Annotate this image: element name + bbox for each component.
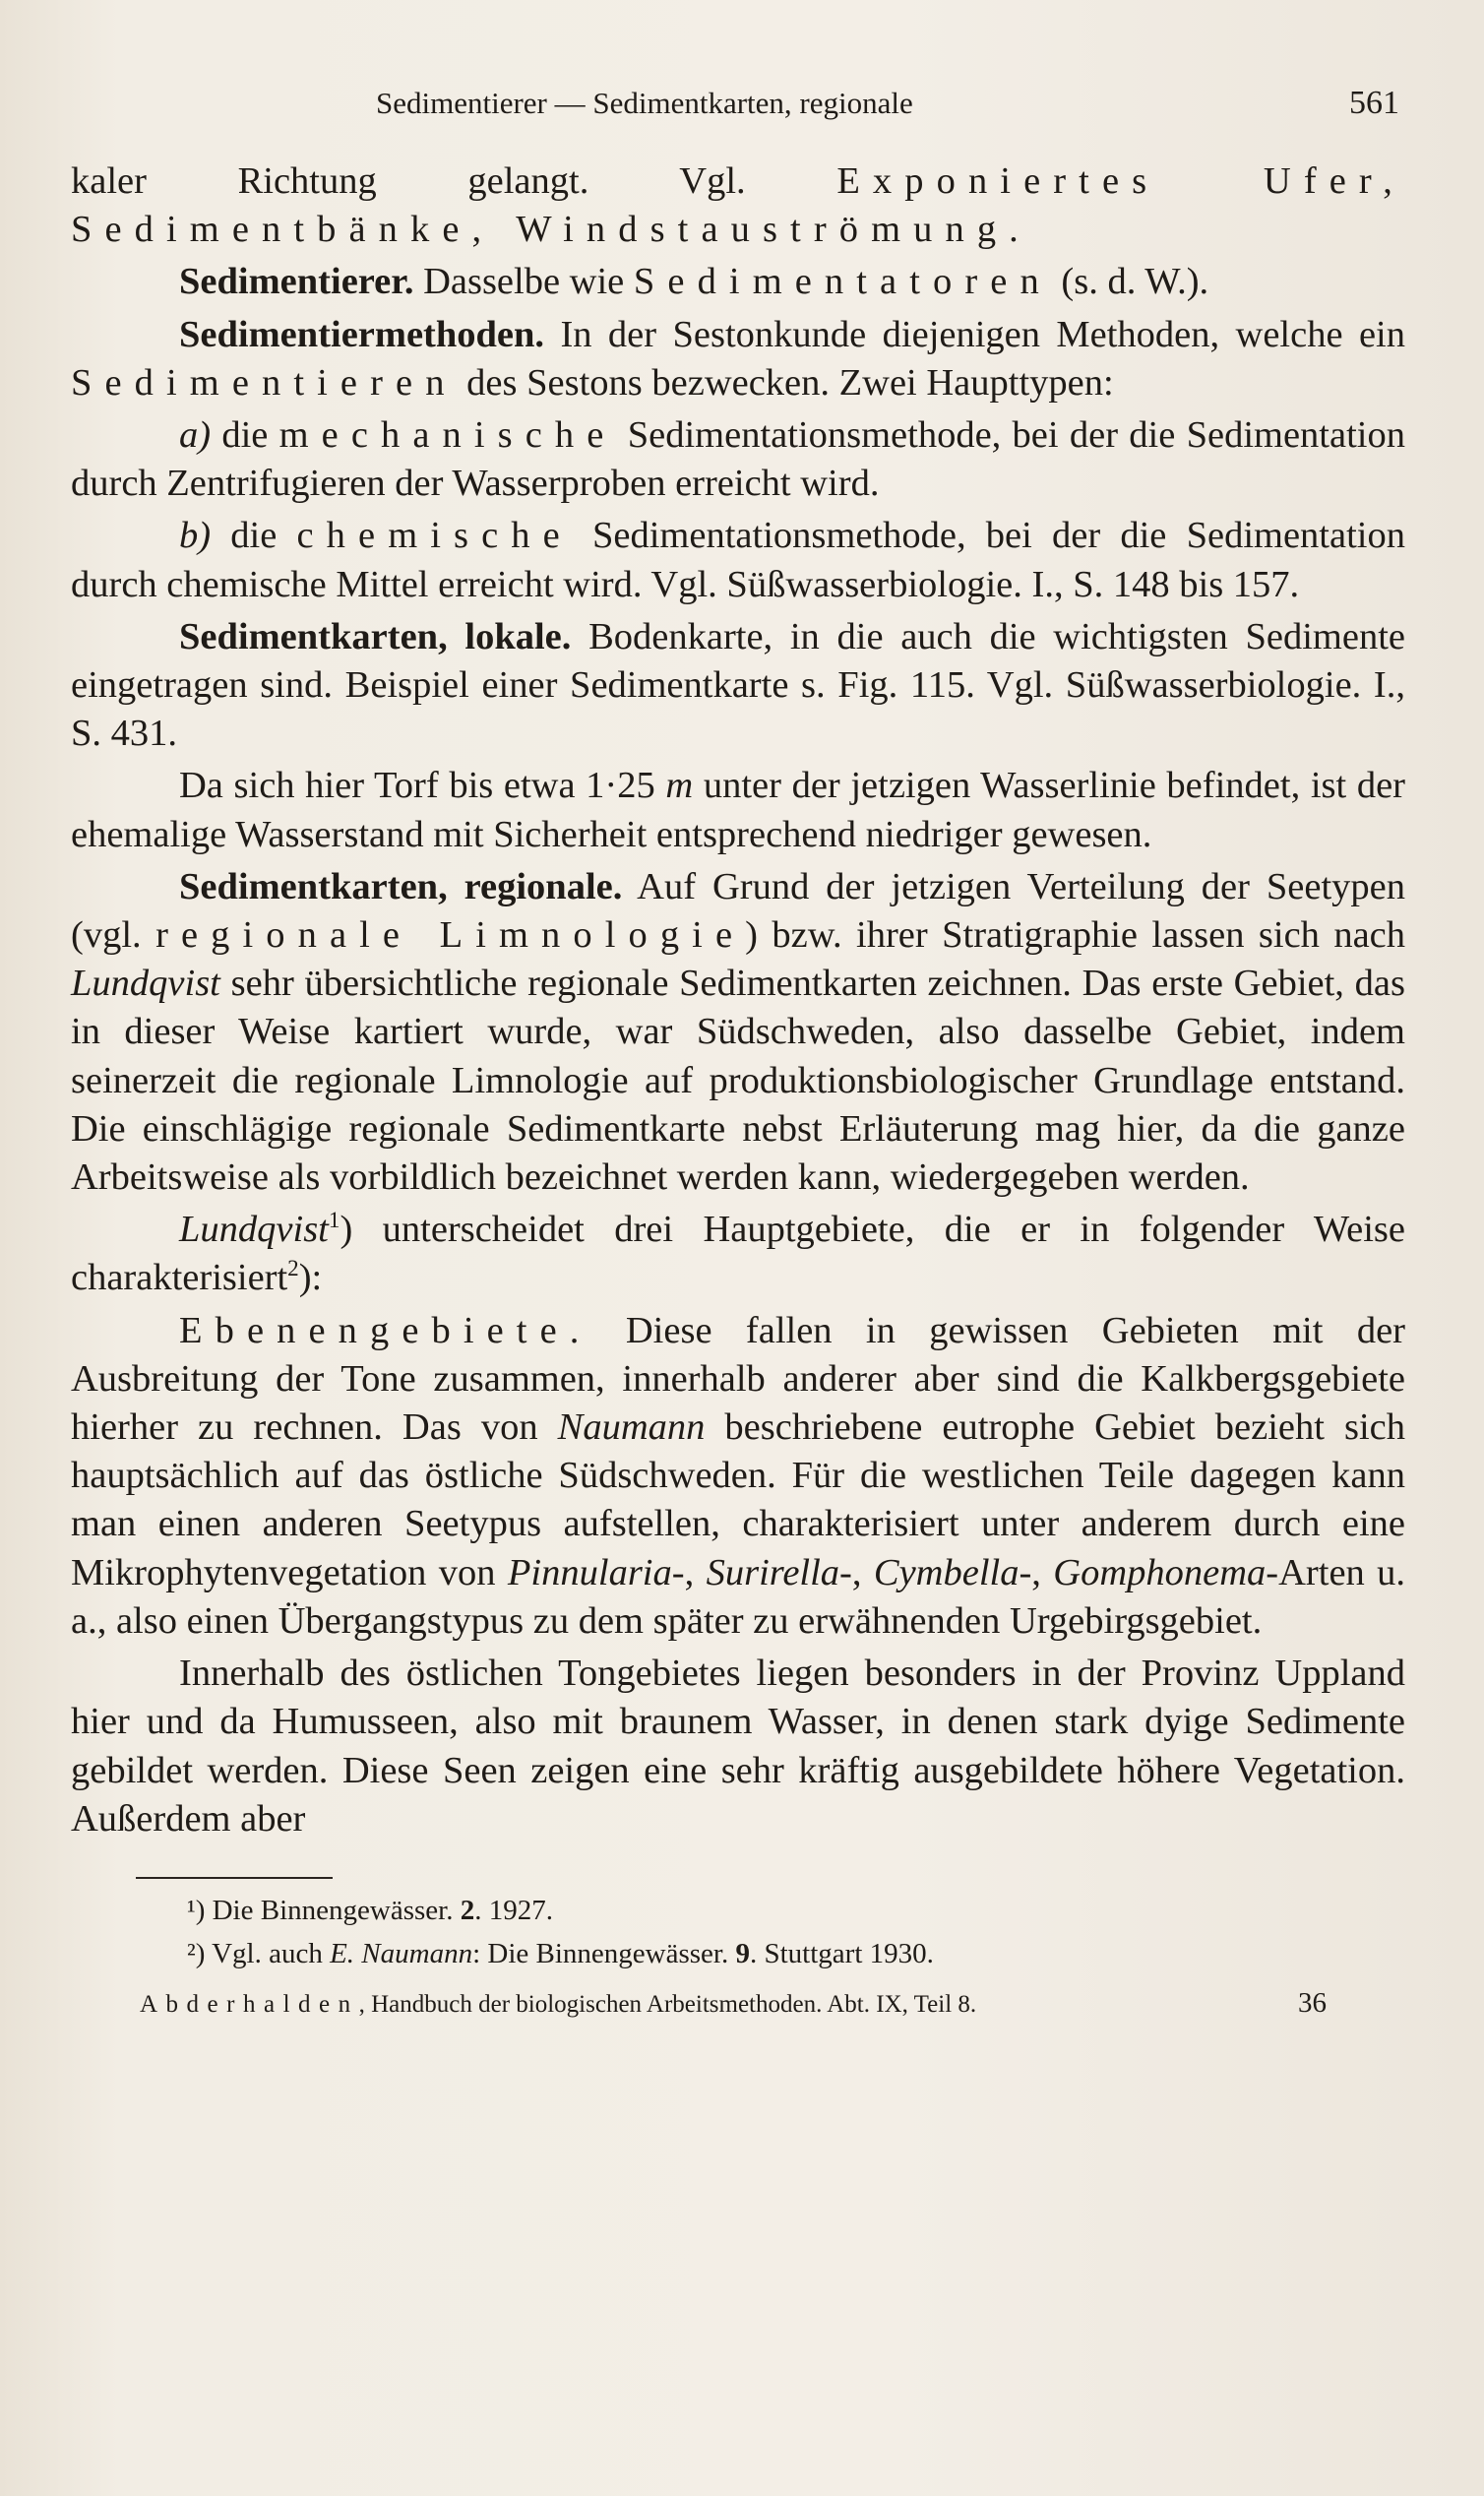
separator: ,	[851, 1551, 874, 1593]
list-item-a	[71, 411, 1405, 508]
footnote-text: Die Binnengewässer.	[205, 1894, 461, 1926]
taxon-name: Surirella-	[706, 1551, 852, 1593]
cross-reference: chemische	[296, 515, 573, 557]
footnotes	[71, 1889, 1405, 1975]
taxon-name: Cymbella-	[873, 1551, 1032, 1593]
taxon-name: Pinnularia-	[507, 1551, 685, 1593]
entry-text: (s. d. W.).	[1051, 261, 1209, 303]
footnote-2	[187, 1932, 1405, 1975]
entry-text: des Sestons bezwecken. Zwei Haupttypen:	[457, 361, 1114, 404]
running-head	[71, 85, 1405, 122]
continuation-text: kaler Richtung gelangt. Vgl.	[71, 160, 837, 202]
footnote-text: Vgl. auch	[205, 1937, 331, 1969]
series-title: , Handbuch der biologischen Arbeitsmethoden. Abt. IX, Teil 8.	[358, 1990, 977, 2018]
paragraph-text: Arten u. a., also einen Übergangstypus zu dem später zu erwähnenden Urgebirgsgebiet.	[71, 1551, 1406, 1642]
series-author: Abderhalden	[140, 1990, 359, 2018]
paragraph-text: Da sich hier Torf bis etwa 1·25	[179, 765, 666, 807]
cross-reference: regionale Limnologie	[155, 914, 746, 957]
cross-reference: Sedimentbänke, Windstauströmung.	[71, 209, 1031, 251]
item-label: b)	[179, 515, 212, 557]
author-name: Naumann	[557, 1406, 706, 1449]
entry-lemma: Sedimentierer.	[179, 261, 414, 303]
innerhalb-paragraph	[71, 1650, 1405, 1843]
separator: ,	[684, 1551, 707, 1593]
series-citation	[140, 1991, 976, 2019]
paragraph-text: ) unterscheidet drei Hauptgebiete, die er in folgender Weise charakterisiert	[71, 1209, 1405, 1299]
entry-text: In der Sestonkunde diejenigen Methoden, welche ein	[544, 313, 1405, 355]
footnote-ref: 1	[328, 1207, 340, 1233]
paragraph-text: beschriebene eutrophe Gebiet bezieht sich hauptsächlich auf das östliche Südschweden. Für die westlichen Teile dagegen kann man einen anderen Seetypus aufstellen, charakterisiert unter anderem durch eine Mikrophytenvegetation von	[71, 1406, 1406, 1593]
footnote-1	[187, 1889, 1405, 1932]
cross-reference: mechanische	[278, 414, 617, 457]
paragraph-text: Diese fallen in gewissen Gebieten mit der Ausbreitung der Tone zusammen, innerhalb anderer aber sind die Kalkbergsgebiete hierher zu rechnen. Das von	[71, 1309, 1405, 1449]
cross-reference: Exponiertes Ufer,	[836, 160, 1405, 202]
entry-sedimentierer	[71, 258, 1405, 306]
cross-reference: Sedimentieren	[71, 361, 458, 404]
entry-text: ) bzw. ihrer Stratigraphie lassen sich nach	[745, 914, 1405, 957]
entry-lemma: Sedimentkarten, lokale.	[179, 615, 572, 657]
footnote-text: . Stuttgart 1930.	[749, 1937, 934, 1969]
sheet-number: 36	[1298, 1986, 1327, 2019]
section-term: Ebenengebiete.	[179, 1309, 592, 1351]
cross-reference: Sedimentatoren	[633, 261, 1052, 303]
entry-text: Auf Grund der jetzigen Verteilung der Seetypen (vgl.	[71, 865, 1405, 957]
lundqvist-paragraph	[71, 1206, 1405, 1302]
entry-text: sehr übersichtliche regionale Sedimentkarten zeichnen. Das erste Gebiet, das in dieser Weise kartiert wurde, war Südschweden, also dasselbe Gebiet, indem seinerzeit die regionale Limnologie auf produktionsbiologischer Grundlage entstand. Die einschlägige regionale Sedimentkarte nebst Erläuterung mag hier, da die ganze Arbeitsweise als vorbildlich bezeichnet werden kann, wiedergegeben werden.	[71, 963, 1405, 1199]
separator: ,	[1031, 1551, 1054, 1593]
page-footer	[71, 1987, 1405, 2020]
footnote-text: : Die Binnengewässer.	[472, 1937, 736, 1969]
entry-sedimentkarten-regionale	[71, 863, 1405, 1202]
continuation-paragraph	[71, 157, 1405, 254]
figure-caption-paragraph	[71, 762, 1405, 858]
footnote-divider	[136, 1877, 333, 1879]
footnote-mark: ¹)	[187, 1894, 206, 1926]
author-name: Lundqvist	[179, 1209, 329, 1251]
entry-text: Bodenkarte, in die auch die wichtigsten Sedimente eingetragen sind. Beispiel einer Sedimentkarte s. Fig. 115. Vgl. Süßwasserbiologie. I., S. 431.	[71, 615, 1405, 755]
taxon-name: Gomphonema-	[1053, 1551, 1279, 1593]
entry-lemma: Sedimentiermethoden.	[179, 313, 545, 355]
item-text: Sedimentationsmethode, bei der die Sedimentation durch Zentrifugieren der Wasserproben erreicht wird.	[71, 414, 1405, 505]
list-item-b	[71, 512, 1405, 608]
item-text: die	[211, 515, 297, 557]
entry-text: Dasselbe wie	[413, 261, 634, 303]
unit: m	[665, 765, 694, 807]
entry-lemma: Sedimentkarten, regionale.	[179, 865, 623, 907]
paragraph-text: unter der jetzigen Wasserlinie befindet, ist der ehemalige Wasserstand mit Sicherheit entsprechend niedriger gewesen.	[71, 765, 1405, 855]
entry-sedimentiermethoden	[71, 311, 1405, 407]
entry-sedimentkarten-lokale	[71, 613, 1405, 759]
item-text: die	[211, 414, 279, 457]
item-text: Sedimentationsmethode, bei der die Sedimentation durch chemische Mittel erreicht wird. Vgl. Süßwasserbiologie. I., S. 148 bis 157.	[71, 515, 1405, 605]
author-name: Lundqvist	[71, 963, 220, 1005]
volume-number: 2	[460, 1894, 475, 1926]
item-label: a)	[179, 414, 212, 457]
main-text	[71, 157, 1405, 1843]
paragraph-text: Innerhalb des östlichen Tongebietes liegen besonders in der Provinz Uppland hier und da Humusseen, also mit braunem Wasser, in denen stark dyige Sedimente gebildet werden. Diese Seen zeigen eine sehr kräftig ausgebildete höhere Vegetation. Außerdem aber	[71, 1653, 1405, 1840]
footnote-text: . 1927.	[474, 1894, 553, 1926]
footnote-mark: ²)	[187, 1937, 206, 1969]
author-name: E. Naumann	[330, 1937, 473, 1969]
footnote-ref: 2	[287, 1255, 299, 1281]
paragraph-text: ):	[298, 1257, 323, 1299]
volume-number: 9	[735, 1937, 750, 1969]
page-number: 561	[1349, 85, 1399, 121]
running-title: Sedimentierer — Sedimentkarten, regionale	[376, 86, 913, 120]
ebenengebiete-paragraph	[71, 1307, 1405, 1646]
